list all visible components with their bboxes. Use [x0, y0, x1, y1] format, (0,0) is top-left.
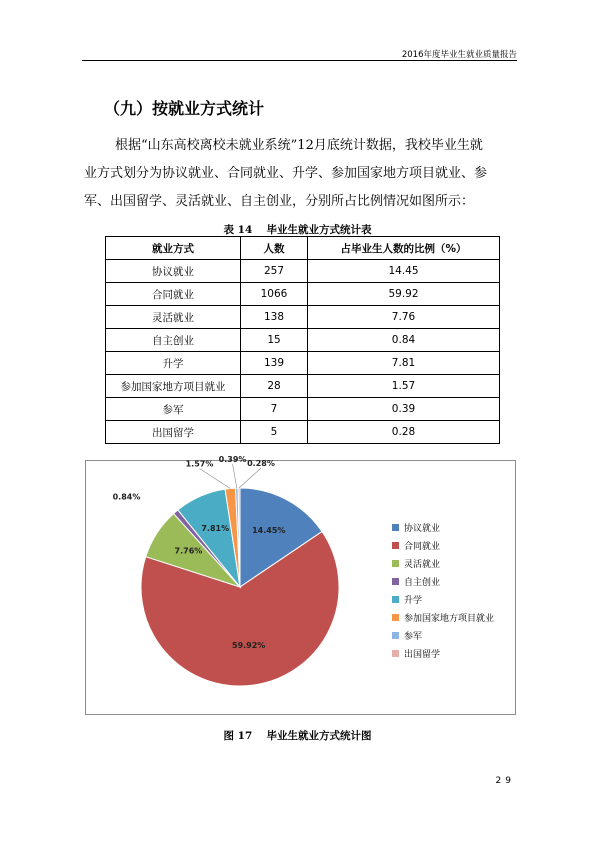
cell-count: 15 [241, 329, 308, 352]
intro-line-2: 业方式划分为协议就业、合同就业、升学、参加国家地方项目就业、参 [84, 166, 488, 181]
slice-data-label: 7.76% [174, 546, 203, 556]
chart-legend [392, 518, 494, 662]
intro-line-1: 根据“山东高校离校未就业系统”12月底统计数据，我校毕业生就 [115, 138, 483, 153]
figure-caption: 图 17 毕业生就业方式统计图 [223, 730, 372, 742]
cell-method: 参军 [106, 398, 241, 421]
table-row [106, 260, 500, 283]
header-rule [82, 60, 517, 61]
cell-ratio: 0.28 [308, 421, 500, 444]
cell-count: 28 [241, 375, 308, 398]
pie-chart-frame [85, 455, 516, 715]
slice-data-label: 7.81% [201, 523, 230, 533]
header-cell-method: 就业方式 [106, 237, 241, 260]
slice-data-label: 1.57% [185, 459, 214, 469]
legend-label: 合同就业 [404, 541, 441, 552]
table-row [106, 283, 500, 306]
cell-ratio: 1.57 [308, 375, 500, 398]
legend-item [392, 572, 494, 590]
legend-item [392, 554, 494, 572]
header-cell-ratio: 占毕业生人数的比例（%） [308, 237, 500, 260]
table-row [106, 375, 500, 398]
cell-method: 出国留学 [106, 421, 241, 444]
employment-table [105, 236, 500, 444]
cell-method: 自主创业 [106, 329, 241, 352]
cell-count: 1066 [241, 283, 308, 306]
legend-swatch [392, 596, 399, 603]
cell-count: 5 [241, 421, 308, 444]
leader-line [239, 468, 261, 488]
cell-count: 139 [241, 352, 308, 375]
table-row [106, 306, 500, 329]
legend-item [392, 626, 494, 644]
legend-label: 参加国家地方项目就业 [404, 613, 495, 624]
cell-ratio: 7.76 [308, 306, 500, 329]
cell-ratio: 59.92 [308, 283, 500, 306]
legend-swatch [392, 632, 399, 639]
slice-data-label: 59.92% [232, 640, 266, 650]
legend-label: 协议就业 [404, 523, 441, 534]
cell-ratio: 14.45 [308, 260, 500, 283]
legend-label: 出国留学 [404, 649, 441, 660]
cell-count: 138 [241, 306, 308, 329]
legend-label: 升学 [404, 595, 423, 606]
legend-item [392, 644, 494, 662]
legend-item [392, 536, 494, 554]
legend-item [392, 590, 494, 608]
slice-data-label: 14.45% [252, 525, 286, 535]
cell-method: 灵活就业 [106, 306, 241, 329]
table-header-row [106, 237, 500, 260]
cell-method: 合同就业 [106, 283, 241, 306]
table-row [106, 352, 500, 375]
header-cell-count: 人数 [241, 237, 308, 260]
cell-ratio: 0.39 [308, 398, 500, 421]
legend-swatch [392, 542, 399, 549]
table-row [106, 398, 500, 421]
leader-line [200, 469, 231, 489]
cell-method: 参加国家地方项目就业 [106, 375, 241, 398]
legend-swatch [392, 560, 399, 567]
intro-line-3: 军、出国留学、灵活就业、自主创业，分别所占比例情况如图所示： [84, 194, 475, 209]
legend-label: 参军 [404, 631, 423, 642]
legend-label: 灵活就业 [404, 559, 441, 570]
slice-data-label: 0.39% [218, 455, 247, 465]
leader-line [233, 464, 237, 488]
cell-count: 257 [241, 260, 308, 283]
slice-data-label: 0.84% [112, 492, 141, 502]
legend-swatch [392, 524, 399, 531]
cell-ratio: 7.81 [308, 352, 500, 375]
page-number: 29 [495, 776, 515, 786]
legend-label: 自主创业 [404, 577, 441, 588]
legend-swatch [392, 614, 399, 621]
table-caption: 表 14 毕业生就业方式统计表 [223, 224, 372, 236]
cell-method: 协议就业 [106, 260, 241, 283]
slice-data-label: 0.28% [247, 459, 275, 469]
legend-item [392, 518, 494, 536]
legend-swatch [392, 650, 399, 657]
cell-method: 升学 [106, 352, 241, 375]
running-header: 2016年度毕业生就业质量报告 [401, 50, 517, 60]
cell-ratio: 0.84 [308, 329, 500, 352]
legend-swatch [392, 578, 399, 585]
legend-item [392, 608, 494, 626]
section-heading: （九）按就业方式统计 [104, 99, 265, 118]
cell-count: 7 [241, 398, 308, 421]
table-row [106, 421, 500, 444]
table-row [106, 329, 500, 352]
